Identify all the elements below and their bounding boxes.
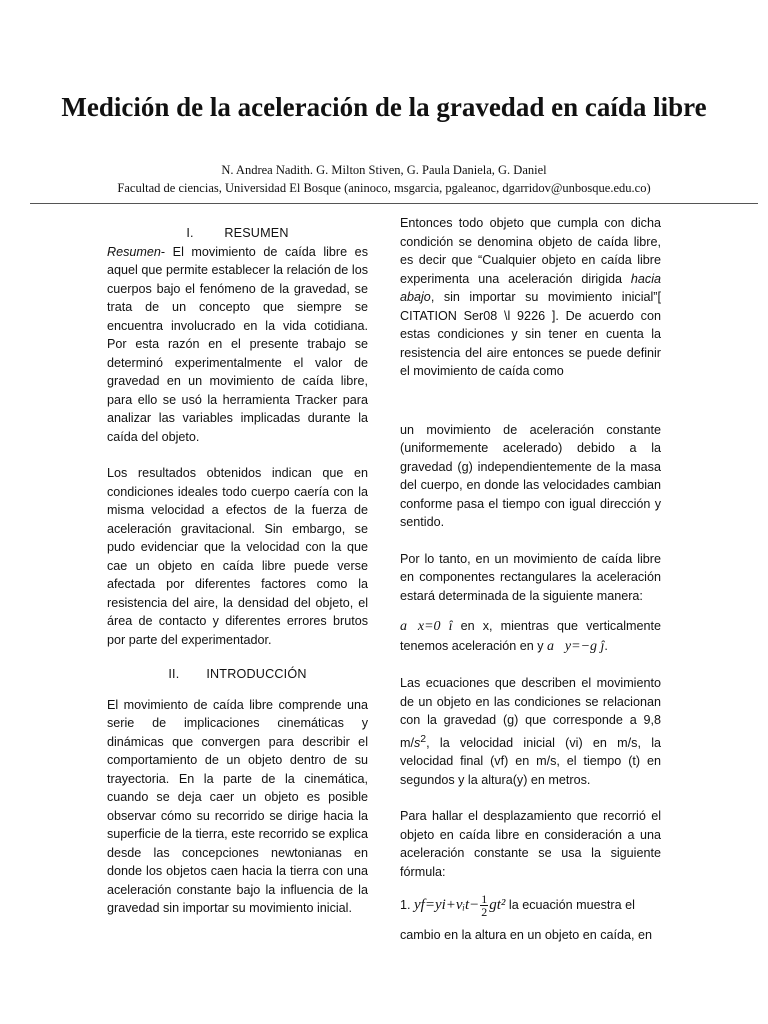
section-numeral: II.: [168, 667, 180, 681]
equations-paragraph: [400, 674, 661, 789]
displacement-paragraph: Para hallar el desplazamiento que recorrió el objeto en caída libre en consideración a una aceleración constante se usa la siguiente fórmula:: [400, 809, 661, 879]
unit-s: s: [414, 735, 421, 750]
text-span: , la velocidad inicial (vi) en m/s, la velocidad final (vf) en m/s, el tiempo (t) en segundos y la altura(y) en metros.: [400, 735, 661, 787]
abstract-label: Resumen: [107, 244, 161, 259]
left-column: [107, 214, 368, 918]
text-span: Entonces todo objeto que cumpla con dicha condición se denomina objeto de caída libre, es decir que “Cualquier objeto en caída libre experimenta una aceleración dirigida: [400, 216, 661, 286]
affiliation: Facultad de ciencias, Universidad El Bosque (aninoco, msgarcia, pgaleanoc, dgarridov@unbosque.edu.co): [117, 181, 651, 195]
section-title: RESUMEN: [224, 226, 289, 240]
formula-number: 1.: [400, 898, 415, 913]
displacement-formula: [400, 893, 661, 918]
section-numeral: I.: [186, 226, 194, 240]
text-span: Las ecuaciones que describen el movimiento de un objeto en las condiciones se relacionan con la gravedad (g) que corresponde a 9,8 m/: [400, 676, 661, 750]
abstract-text: - El movimiento de caída libre es aquel que permite establecer la relación de los cuerpos bajo el fenómeno de la gravedad, se trata de un concepto que siempre se encuentra involucrado en la vida cotidiana. Por esta razón en el presente trabajo se determinó experimentalmente el valor de gravedad en un movimiento de caída libre, para ello se usó la herramienta Tracker para analizar las variables implicadas durante la caída del objeto.: [107, 244, 368, 444]
equation-ax: a⃗x=0 î: [400, 619, 453, 634]
formula-rhs: gt²: [489, 897, 506, 914]
author-list: N. Andrea Nadith. G. Milton Stiven, G. Paula Daniela, G. Daniel: [221, 163, 547, 177]
intro-paragraph: El movimiento de caída libre comprende una serie de implicaciones cinemáticas y dinámicas que convergen para describir el comportamiento de un objeto dentro de su trayectoria. En la parte de la cinemática, cuando se deja caer un objeto es posible observar cómo su recorrido se dirige hacia la superficie de la tierra, este recorrido se explica desde las concepciones newtonianas en donde los objetos caen hacia la tierra con una aceleración constante bajo la influencia de la gravedad sin importar su movimiento inicial.: [107, 697, 368, 915]
fraction-numerator: 1: [481, 892, 488, 907]
components-paragraph: Por lo tanto, en un movimiento de caída libre en componentes rectangulares la aceleración estará determinada de la siguiente manera:: [400, 551, 661, 603]
italic-text: hacia abajo: [400, 271, 661, 304]
right-column: [400, 214, 661, 945]
text-span: en x, mientras que verticalmente tenemos aceleración en y: [400, 619, 661, 653]
fraction-denominator: 2: [481, 905, 488, 920]
free-fall-definition-paragraph: [400, 214, 661, 381]
text-span: .: [604, 638, 608, 653]
header-divider: [30, 203, 758, 204]
section-heading-resumen: [107, 224, 368, 243]
paper-title: Medición de la aceleración de la gravedad en caída libre: [61, 92, 707, 122]
formula-lhs: yf=yi+vᵢt−: [414, 897, 480, 914]
height-change-paragraph: cambio en la altura en un objeto en caída, en: [400, 928, 653, 943]
acceleration-components-paragraph: [400, 617, 661, 656]
constant-acceleration-paragraph: un movimiento de aceleración constante (uniformemente acelerado) debido a la gravedad (g) independientemente de la masa del cuerpo, en donde las velocidades cambian conforme pasa el tiempo con igual dirección y sentido.: [400, 422, 661, 529]
section-heading-introduccion: [107, 665, 368, 684]
formula-fraction: [480, 893, 488, 918]
abstract-paragraph: [107, 243, 368, 447]
text-span: , sin importar su movimiento inicial”[ CITATION Ser08 \l 9226 ]. De acuerdo con estas condiciones y sin tener en cuenta la resistencia del aire entonces se puede definir el movimiento de caída como: [400, 290, 661, 378]
section-title: INTRODUCCIÓN: [206, 667, 307, 681]
unit-exponent: 2: [420, 732, 427, 745]
equation-ay: a⃗y=−g ĵ: [547, 638, 605, 654]
results-paragraph: Los resultados obtenidos indican que en condiciones ideales todo cuerpo caería con la misma velocidad a efectos de la fuerza de aceleración gravitacional. Sin embargo, se pudo evidenciar que la velocidad con la que cae un objeto en caída libre puede verse afectada por diferentes factores como la resistencia del aire, la densidad del objeto, el área de contacto y diferentes errores brutos por parte del experimentador.: [107, 466, 368, 647]
formula-trailing-text: la ecuación muestra el: [505, 898, 635, 913]
